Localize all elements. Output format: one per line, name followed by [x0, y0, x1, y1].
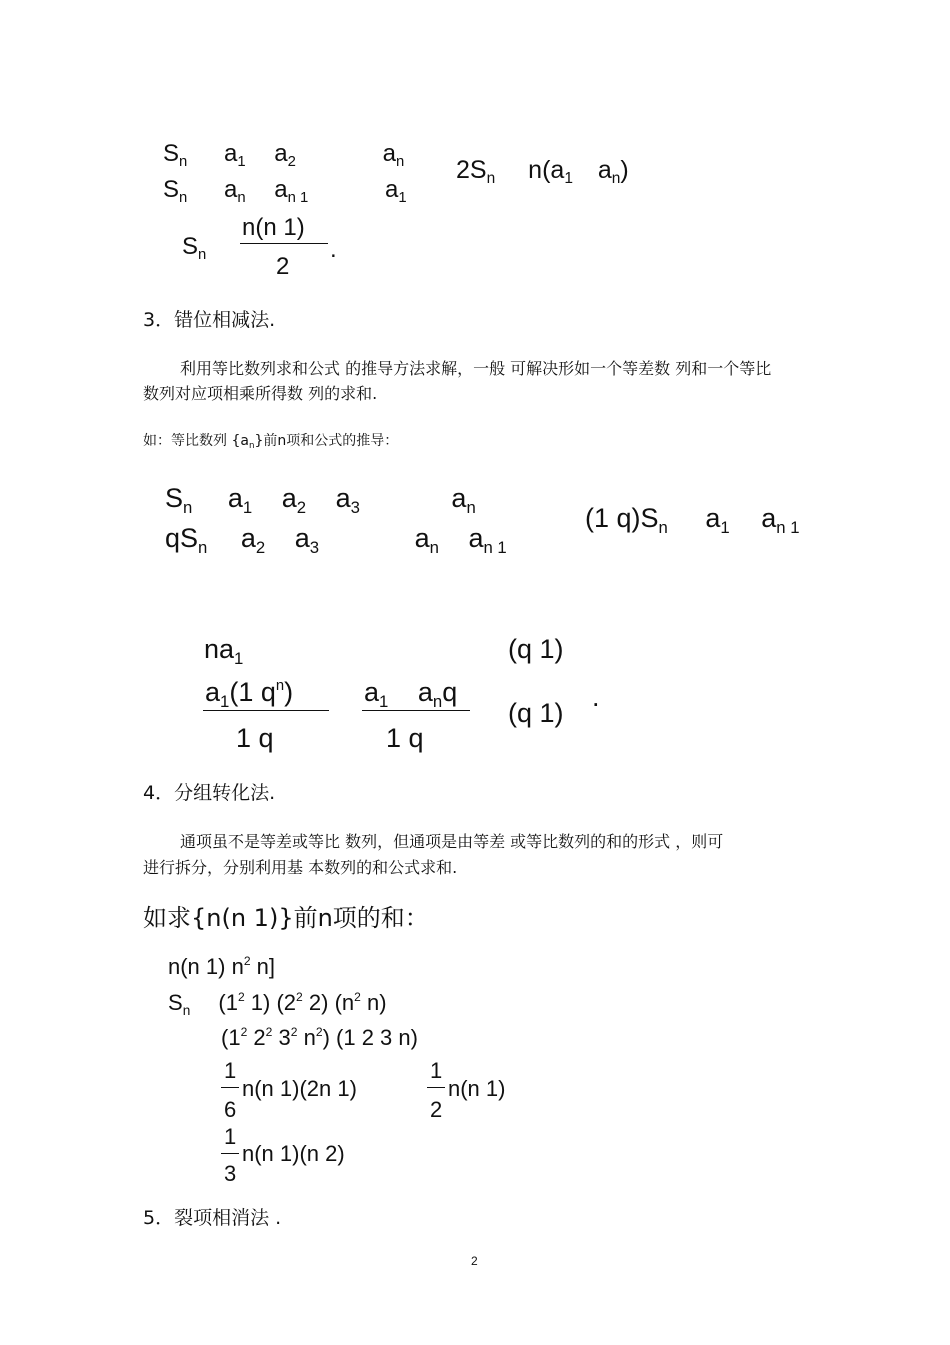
geo-period: . — [592, 682, 600, 712]
sum-result: $2S_n$ $n(a_1$ $a_n$) — [456, 156, 629, 188]
frac-1-6-numerator: 1 — [224, 1058, 237, 1083]
section-3-heading: 3．错位相减法. — [143, 309, 276, 331]
section-3-example: 如：等比数列 $\{a_n\}$前n项和公式的推导： — [143, 433, 399, 452]
geo-case-2-denominator: 1 q — [236, 723, 274, 753]
fraction-bar — [427, 1087, 445, 1088]
frac-1-3-numerator: 1 — [224, 1124, 237, 1149]
geo-case-1-condition: (q 1) — [508, 634, 564, 664]
fraction-bar — [203, 710, 329, 711]
page-number: 2 — [471, 1254, 478, 1268]
section-4-para-line2: 进行拆分，分别利用基 本数列的和公式求和. — [143, 858, 458, 877]
section-4-example: 如求{n(n 1)}前n项的和： — [143, 904, 429, 932]
group-line-2: $S_n$ ($1^2$ 1) ($2^2$ 2) ($n^2$ n) — [168, 989, 387, 1018]
geo-case-2-numerator: $a_1(1$ $q^n$) — [205, 677, 294, 711]
geo-case-2-condition: (q 1) — [508, 698, 564, 728]
geo-case-3-numerator: $a_1$ $a_nq$ — [364, 677, 458, 711]
geo-sum-line-2: $qS_n$ $a_2$ $a_3$ $a_n$ $a_{n 1}$ — [165, 523, 507, 557]
group-line-5-tail: n(n 1)(n 2) — [242, 1141, 345, 1166]
frac-1-3-denominator: 3 — [224, 1161, 237, 1186]
sum-line-1: $S_n$ $a_1$ $a_2$ $a_n$ — [163, 140, 405, 171]
group-line-1: n(n 1) $n^2$ n] — [168, 953, 276, 979]
fraction-bar — [240, 243, 328, 244]
frac-1-6-denominator: 6 — [224, 1097, 237, 1122]
geo-sum-difference: (1 $q)S_n$ $a_1$ $a_{n 1}$ — [585, 503, 800, 537]
frac-1-2-denominator: 2 — [430, 1097, 443, 1122]
fraction-bar — [221, 1153, 239, 1154]
geo-case-1: $na_1$ — [204, 634, 244, 668]
fraction-bar — [362, 710, 470, 711]
section-3-para-line1: 利用等比数列求和公式 的推导方法求解，一般 可解决形如一个等差数 列和一个等比 — [180, 359, 772, 378]
section-3-para-line2: 数列对应项相乘所得数 列的求和. — [143, 384, 378, 403]
section-5-heading: 5．裂项相消法 . — [143, 1207, 282, 1229]
sum-formula-denominator: 2 — [276, 253, 290, 280]
sum-line-2: $S_n$ $a_n$ $a_{n 1}$ $a_1$ — [163, 176, 407, 207]
sum-formula-lhs: $S_n$ — [182, 233, 207, 264]
group-line-4-tail: n(n 1) — [448, 1076, 506, 1101]
frac-1-2-numerator: 1 — [430, 1058, 443, 1083]
sum-formula-numerator: n(n 1) — [242, 214, 305, 241]
geo-sum-line-1: $S_n$ $a_1$ $a_2$ $a_3$ $a_n$ — [165, 483, 476, 517]
geo-case-3-denominator: 1 q — [386, 723, 424, 753]
group-line-3: ($1^2$ $2^2$ $3^2$ $n^2$) (1 2 3 n) — [221, 1024, 418, 1050]
group-line-4-mid: n(n 1)(2n 1) — [242, 1076, 357, 1101]
fraction-bar — [221, 1087, 239, 1088]
sum-formula-period: . — [330, 236, 337, 263]
section-4-para-line1: 通项虽不是等差或等比 数列，但通项是由等差 或等比数列的和的形式 ，则可 — [180, 832, 724, 851]
section-4-heading: 4．分组转化法. — [143, 782, 276, 804]
